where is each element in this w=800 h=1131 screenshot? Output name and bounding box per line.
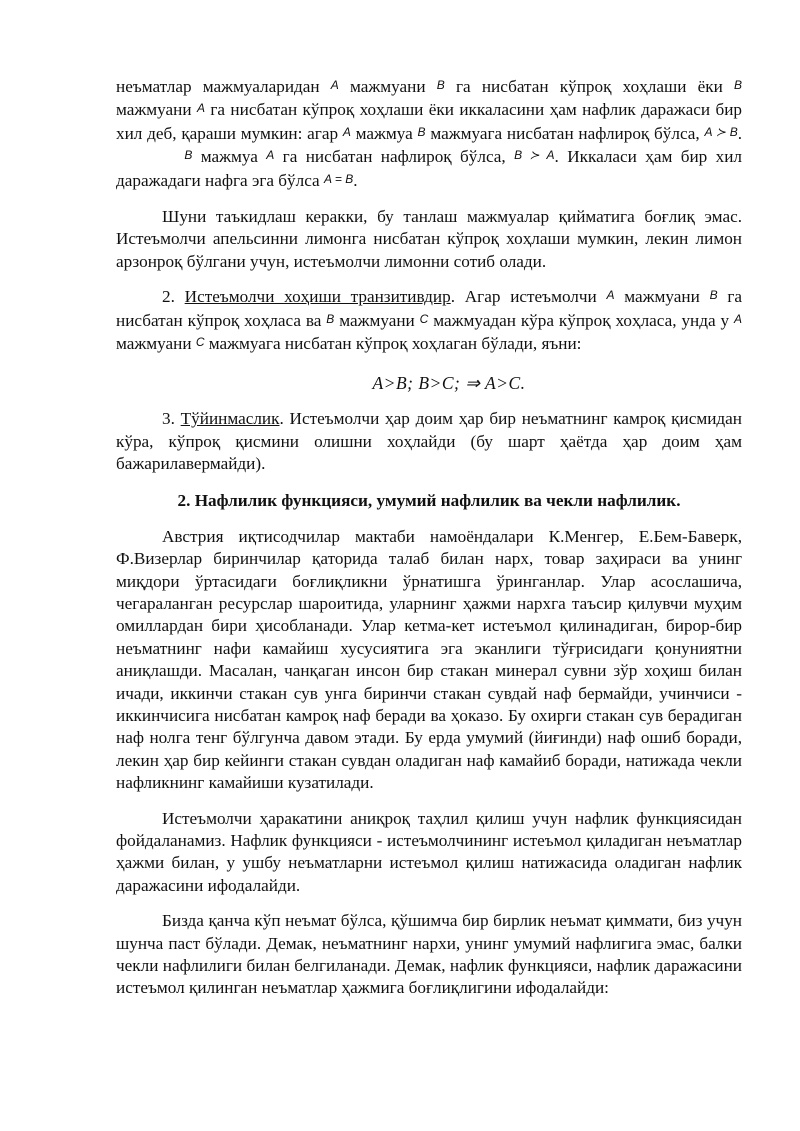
section-heading: 2. Нафлилик функцияси, умумий нафлилик ва чекли нафлилик. [177,490,681,510]
math-symbol: B [709,288,718,303]
paragraph-independence: Шуни таъкидлаш керакки, бу танлаш мажмуалар қийматига боғлиқ эмас. Истеъмолчи апельсинни лимонга нисбатан кўпроқ хоҳлаши мумкин, лекин лимон арзонроқ бўлгани учун, истеъмолчи лимонни сотиб олади. [116,207,742,271]
paragraph-preference-comparison: неъматлар мажмуаларидан A мажмуани B га нисбатан кўпроқ хоҳлаши ёки B мажмуани A га нисбатан кўпроқ хоҳлаши ёки иккаласини ҳам нафлик даражаси бир хил деб, қараши мумкин: агар A мажмуа B мажмуага нисбатан нафлироқ бўлса, A ≻ B. B мажмуа A га нисбатан нафлироқ бўлса, B ≻ A. Иккаласи ҳам бир хил даражадаги нафга эга бўлса A = B. [116,77,743,190]
math-symbol: A [734,311,743,326]
paragraph-austrian-school: Австрия иқтисодчилар мактаби намоёндалари К.Менгер, Е.Бем-Баверк, Ф.Визерлар биринчилар қаторида талаб билан нарх, товар заҳираси ва унинг миқдори ўртасидаги боғлиқликни ўрнатишга ўринганлар. Улар асослашича, чегараланган ресурслар шароитида, уларнинг ҳажми нархга таъсир қилувчи муҳим омиллардан бири ҳисобланади. Улар кетма-кет истеъмол қилинадиган, бирор-бир неъматнинг нафи камайиш хусусиятига эга эканлиги тўғрисидаги қонуниятни аниқлашди. Масалан, чанқаган инсон бир стакан минерал сувни зўр хоҳиш билан ичади, иккинчи стакан сув унга биринчи стакан сувдай наф бермайди, учинчиси - иккинчисига нисбатан камроқ наф беради ва ҳоказо. Бу охирги стакан сув берадиган наф нолга тенг бўлгунча давом этади. Бу ерда умумий (йиғинди) наф ошиб боради, лекин ҳар бир кейинги стакан сувдан оладиган наф камайиб боради, натижада чекли нафликнинг камайиши кузатилади. [116,526,742,793]
math-symbol: A [196,101,205,116]
math-expression: A ≻ B [704,124,738,139]
paragraph-nonsatiation: 3. Тўйинмаслик. Истеъмолчи ҳар доим ҳар бир неъматнинг камроқ қисмидан кўра, кўпроқ қисмини олишни хоҳлайди (бу шарт ҳаётда ҳар доим ҳам бажарилавермайди). [116,409,742,474]
paragraph-transitivity: 2. Истеъмолчи хоҳиши транзитивдир. Агар истеъмолчи A мажмуани B га нисбатан кўпроқ хоҳласа ва B мажмуани C мажмуадан кўра кўпроқ хоҳласа, унда у A мажмуани C мажмуага нисбатан кўпроқ хоҳлаган бўлади, яъни: [116,287,743,354]
paragraph-marginal-utility: Бизда қанча кўп неъмат бўлса, қўшимча бир бирлик неъмат қиммати, биз учун шунча паст бўлади. Демак, неъматнинг нархи, унинг умумий нафлигига эмас, балки чекли нафлилиги билан белгиланади. Демак, нафлик функцияси, нафлик даражасини истеъмол қилинган неъматлар ҳажмига боғлиқлигини ифодалайди: [116,911,742,998]
math-symbol: B [417,124,426,139]
math-symbol: A [266,148,275,163]
transitivity-formula: A>B; B>C; ⇒ A>C. [372,373,526,394]
math-symbol: B [733,78,742,92]
math-expression: A = B [324,171,354,186]
paragraph-utility-function: Истеъмолчи ҳаракатини аниқроқ таҳлил қилиш учун нафлик функциясидан фойдаланамиз. Нафлик функцияси - истеъмолчининг истеъмол қиладиган неъматлар ҳажми билан, у ушбу неъматларни истеъмол қилиш натижасида оладиган нафлик даражасини ифодалайди. [116,808,742,895]
math-symbol: C [419,311,429,326]
math-expression: B ≻ A [514,148,555,163]
transitivity-title: Истеъмолчи хоҳиши транзитивдир [184,287,451,307]
math-symbol: B [436,78,445,92]
math-symbol: B [326,311,335,326]
math-symbol: A [330,78,339,92]
math-symbol: A [606,288,615,303]
math-symbol: C [195,335,205,350]
math-symbol: A [342,124,351,139]
math-symbol: B [184,148,193,163]
document-page [116,76,742,1000]
nonsatiation-title: Тўйинмаслик [180,409,280,429]
